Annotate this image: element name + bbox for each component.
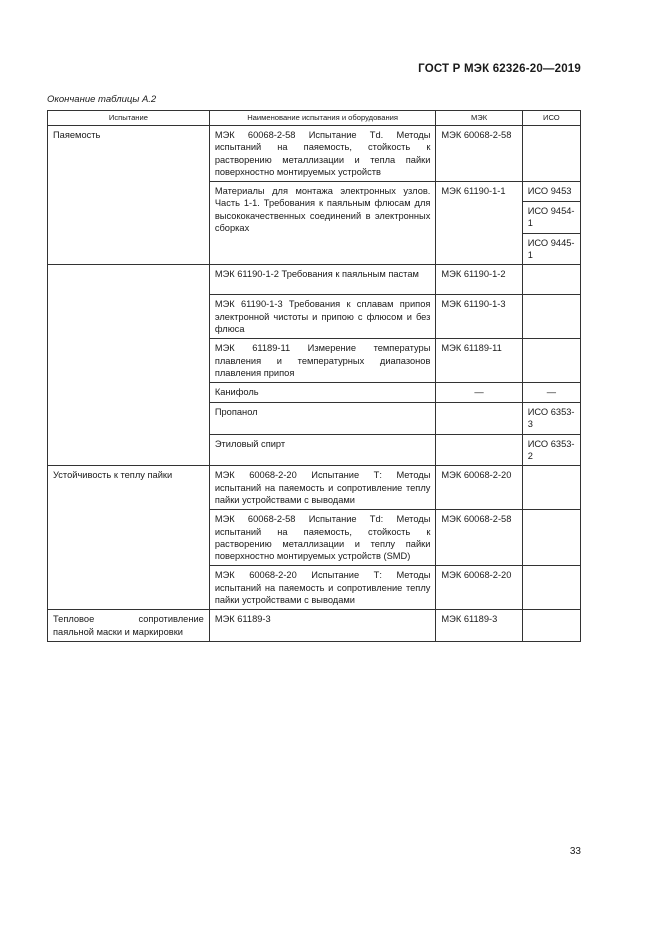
- name-cell: Канифоль: [209, 383, 436, 403]
- iec-cell: МЭК 60068-2-58: [436, 126, 522, 182]
- column-header-test: Испытание: [48, 111, 210, 126]
- iso-cell: [522, 466, 580, 510]
- iso-cell: [522, 339, 580, 383]
- name-cell: Материалы для монтажа электронных узлов. Часть 1-1. Требования к паяльным флюсам для высококачественных соединений в электронных сборках: [209, 182, 436, 265]
- iec-cell: МЭК 61190-1-3: [436, 295, 522, 339]
- iec-cell: [436, 403, 522, 435]
- iec-cell: [436, 434, 522, 466]
- iec-cell: МЭК 60068-2-58: [436, 510, 522, 566]
- standards-table: [47, 110, 581, 642]
- table-row: [48, 466, 581, 510]
- column-header-name: Наименование испытания и оборудования: [209, 111, 436, 126]
- table-header-row: [48, 111, 581, 126]
- iec-cell: МЭК 61190-1-1: [436, 182, 522, 265]
- table-row: [48, 610, 581, 642]
- name-cell: Пропанол: [209, 403, 436, 435]
- name-cell: МЭК 61189-3: [209, 610, 436, 642]
- iso-cell: [522, 265, 580, 295]
- iso-cell: —: [522, 383, 580, 403]
- table-caption: Окончание таблицы А.2: [47, 94, 157, 105]
- iso-cell: ИСО 6353-3: [522, 403, 580, 435]
- iec-cell: МЭК 61189-3: [436, 610, 522, 642]
- iso-cell: [522, 610, 580, 642]
- name-cell: МЭК 60068-2-58 Испытание Td. Методы испытаний на паяемость, стойкость к растворению металлизации и тепла пайки поверхностно монтируемых устройств: [209, 126, 436, 182]
- page-number: 33: [569, 846, 581, 857]
- iso-cell: ИСО 6353-2: [522, 434, 580, 466]
- iso-cell: [522, 295, 580, 339]
- test-cell: Паяемость: [48, 126, 210, 265]
- name-cell: МЭК 61190-1-2 Требования к паяльным пастам: [209, 265, 436, 295]
- iec-cell: МЭК 61190-1-2: [436, 265, 522, 295]
- name-cell: МЭК 60068-2-20 Испытание Т: Методы испытаний на паяемость и сопротивление теплу пайки устройствами с выводами: [209, 566, 436, 610]
- iso-cell: [522, 126, 580, 182]
- iec-cell: МЭК 60068-2-20: [436, 566, 522, 610]
- document-id-header: ГОСТ Р МЭК 62326-20—2019: [418, 63, 581, 75]
- iso-cell: ИСО 9445-1: [522, 233, 580, 265]
- name-cell: Этиловый спирт: [209, 434, 436, 466]
- iso-cell: [522, 510, 580, 566]
- table-row: [48, 265, 581, 295]
- column-header-iec: МЭК: [436, 111, 522, 126]
- test-cell: Устойчивость к теплу пайки: [48, 466, 210, 610]
- iso-cell: [522, 566, 580, 610]
- iso-cell: ИСО 9453: [522, 182, 580, 202]
- iec-cell: МЭК 61189-11: [436, 339, 522, 383]
- iec-cell: МЭК 60068-2-20: [436, 466, 522, 510]
- test-cell: [48, 265, 210, 466]
- iso-cell: ИСО 9454-1: [522, 202, 580, 234]
- name-cell: МЭК 61190-1-3 Требования к сплавам припоя электронной чистоты и припою с флюсом и без флюса: [209, 295, 436, 339]
- name-cell: МЭК 61189-11 Измерение температуры плавления и температурных диапазонов плавления припоя: [209, 339, 436, 383]
- test-cell: Тепловое сопротивление паяльной маски и маркировки: [48, 610, 210, 642]
- column-header-iso: ИСО: [522, 111, 580, 126]
- name-cell: МЭК 60068-2-58 Испытание Td: Методы испытаний на паяемость, стойкость к растворению металлизации и теплу пайки поверхностно монтируемых устройств (SMD): [209, 510, 436, 566]
- table-row: [48, 126, 581, 182]
- name-cell: МЭК 60068-2-20 Испытание Т: Методы испытаний на паяемость и сопротивление теплу пайки устройствами с выводами: [209, 466, 436, 510]
- iec-cell: —: [436, 383, 522, 403]
